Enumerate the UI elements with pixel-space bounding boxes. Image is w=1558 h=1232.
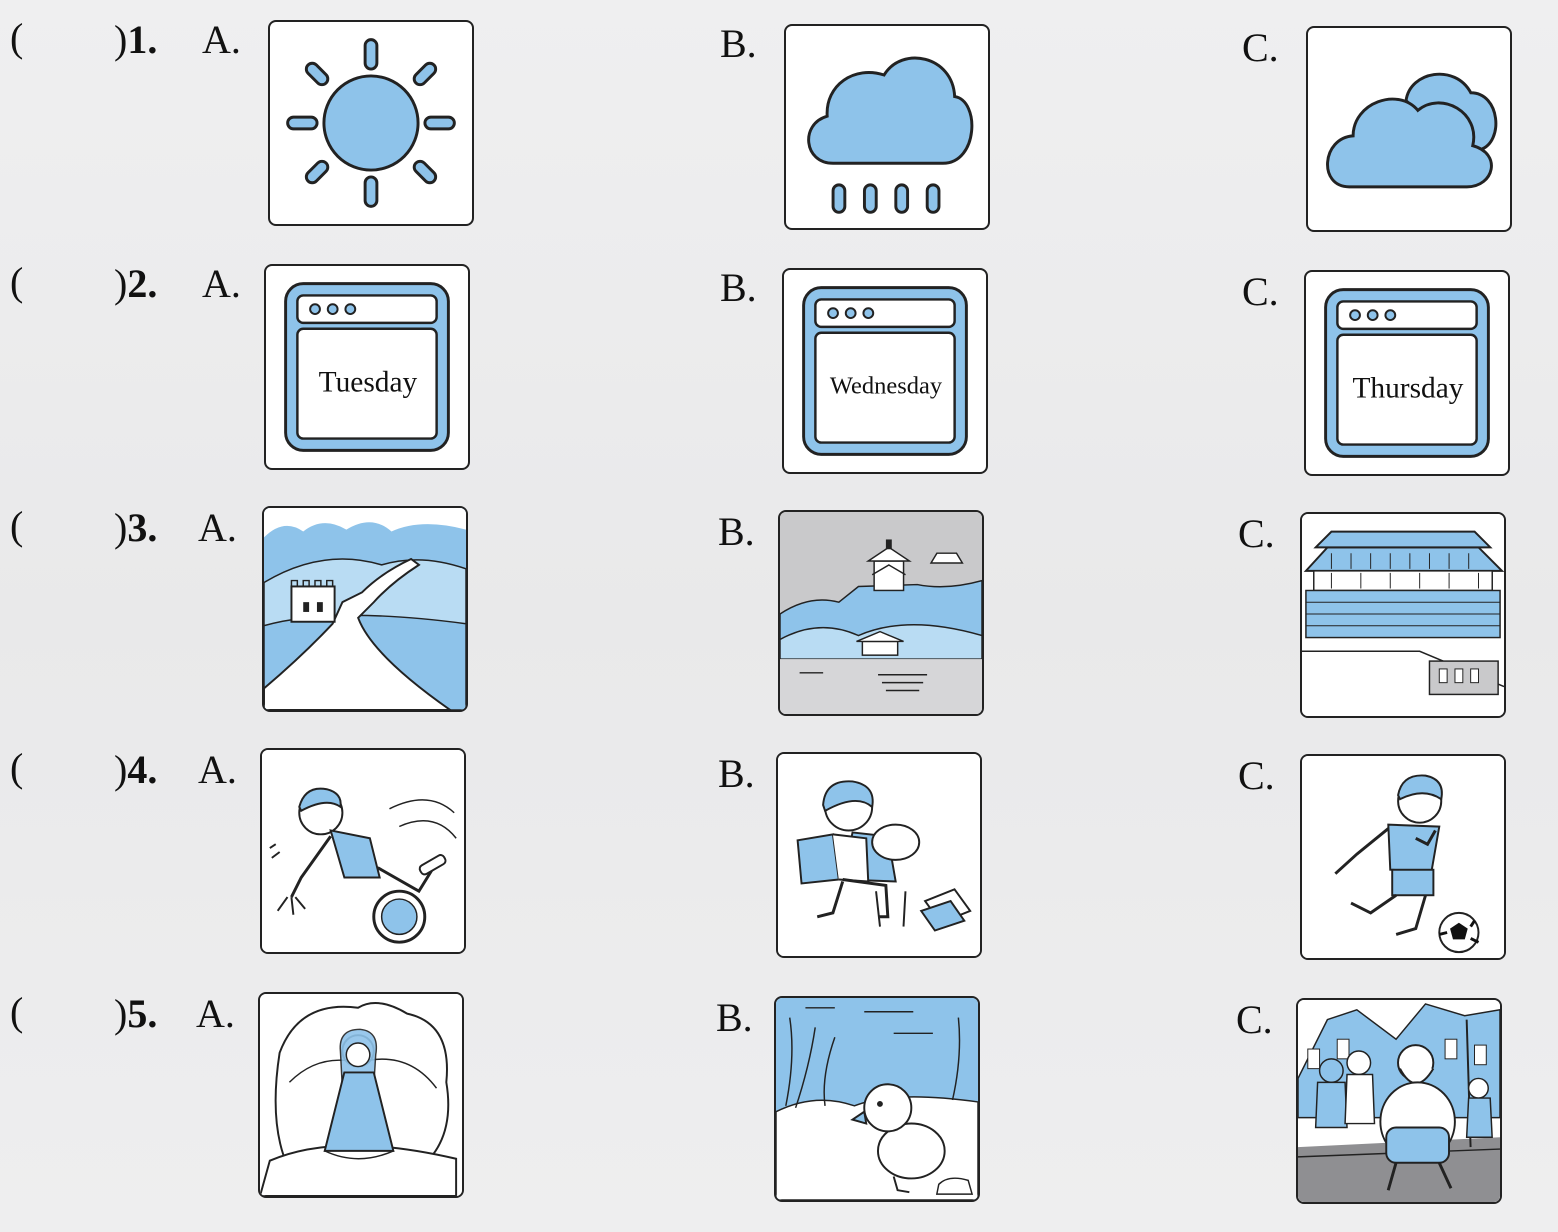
answer-paren-5[interactable]: ( [10,989,24,1034]
option-1c-card[interactable] [1306,26,1512,232]
day-label-thursday: Thursday [1352,372,1464,405]
question-number-text: 1. [127,17,158,62]
option-4c-card[interactable] [1300,754,1506,960]
ugly-duckling-picture [776,998,978,1200]
question-number-1 [114,17,158,62]
summer-palace-picture [780,512,982,714]
option-letter-4a: A. [198,747,237,792]
option-letter-5b: B. [716,995,753,1040]
answer-paren-2[interactable]: ( [10,259,24,304]
option-2c-card[interactable] [1304,270,1510,476]
calendar-icon [266,266,468,468]
question-number-text: 2. [127,261,158,306]
answer-paren-1[interactable]: ( [10,15,24,60]
day-label-wednesday: Wednesday [829,372,943,400]
option-letter-5a: A. [196,991,235,1036]
option-letter-3b: B. [718,509,755,554]
option-letter-2b: B. [720,265,757,310]
rain-cloud-icon [786,26,988,228]
question-number-5 [114,991,158,1036]
option-5a-card[interactable] [258,992,464,1198]
option-1b-card[interactable] [784,24,990,230]
close-paren: ) [114,747,128,792]
thumbelina-picture [260,994,462,1196]
option-1a-card[interactable] [268,20,474,226]
question-number-4 [114,747,158,792]
option-3b-card[interactable] [778,510,984,716]
question-number-2 [114,261,158,306]
calendar-icon [1306,272,1508,474]
option-letter-3c: C. [1238,511,1275,556]
option-5c-card[interactable] [1296,998,1502,1204]
boy-reading-book-picture [778,754,980,956]
sun-icon [270,22,472,224]
option-2a-card[interactable] [264,264,470,470]
emperor-new-clothes-picture [1298,1000,1500,1202]
close-paren: ) [114,505,128,550]
question-number-text: 4. [127,747,158,792]
close-paren: ) [114,991,128,1036]
answer-paren-4[interactable]: ( [10,745,24,790]
calendar-icon [784,270,986,472]
option-2b-card[interactable] [782,268,988,474]
option-letter-3a: A. [198,505,237,550]
question-number-text: 3. [127,505,158,550]
great-wall-picture [264,508,466,710]
option-letter-2a: A. [202,261,241,306]
boy-falling-off-bike-picture [262,750,464,952]
option-letter-5c: C. [1236,997,1273,1042]
option-letter-1b: B. [720,21,757,66]
option-letter-4c: C. [1238,753,1275,798]
boy-playing-football-picture [1302,756,1504,958]
question-number-3 [114,505,158,550]
option-3c-card[interactable] [1300,512,1506,718]
option-5b-card[interactable] [774,996,980,1202]
option-letter-4b: B. [718,751,755,796]
palace-museum-picture [1302,514,1504,716]
option-letter-1c: C. [1242,25,1279,70]
option-letter-1a: A. [202,17,241,62]
day-label-tuesday: Tuesday [318,366,418,399]
option-4a-card[interactable] [260,748,466,954]
close-paren: ) [114,17,128,62]
question-number-text: 5. [127,991,158,1036]
option-4b-card[interactable] [776,752,982,958]
option-3a-card[interactable] [262,506,468,712]
option-letter-2c: C. [1242,269,1279,314]
cloudy-icon [1308,28,1510,230]
answer-paren-3[interactable]: ( [10,503,24,548]
close-paren: ) [114,261,128,306]
